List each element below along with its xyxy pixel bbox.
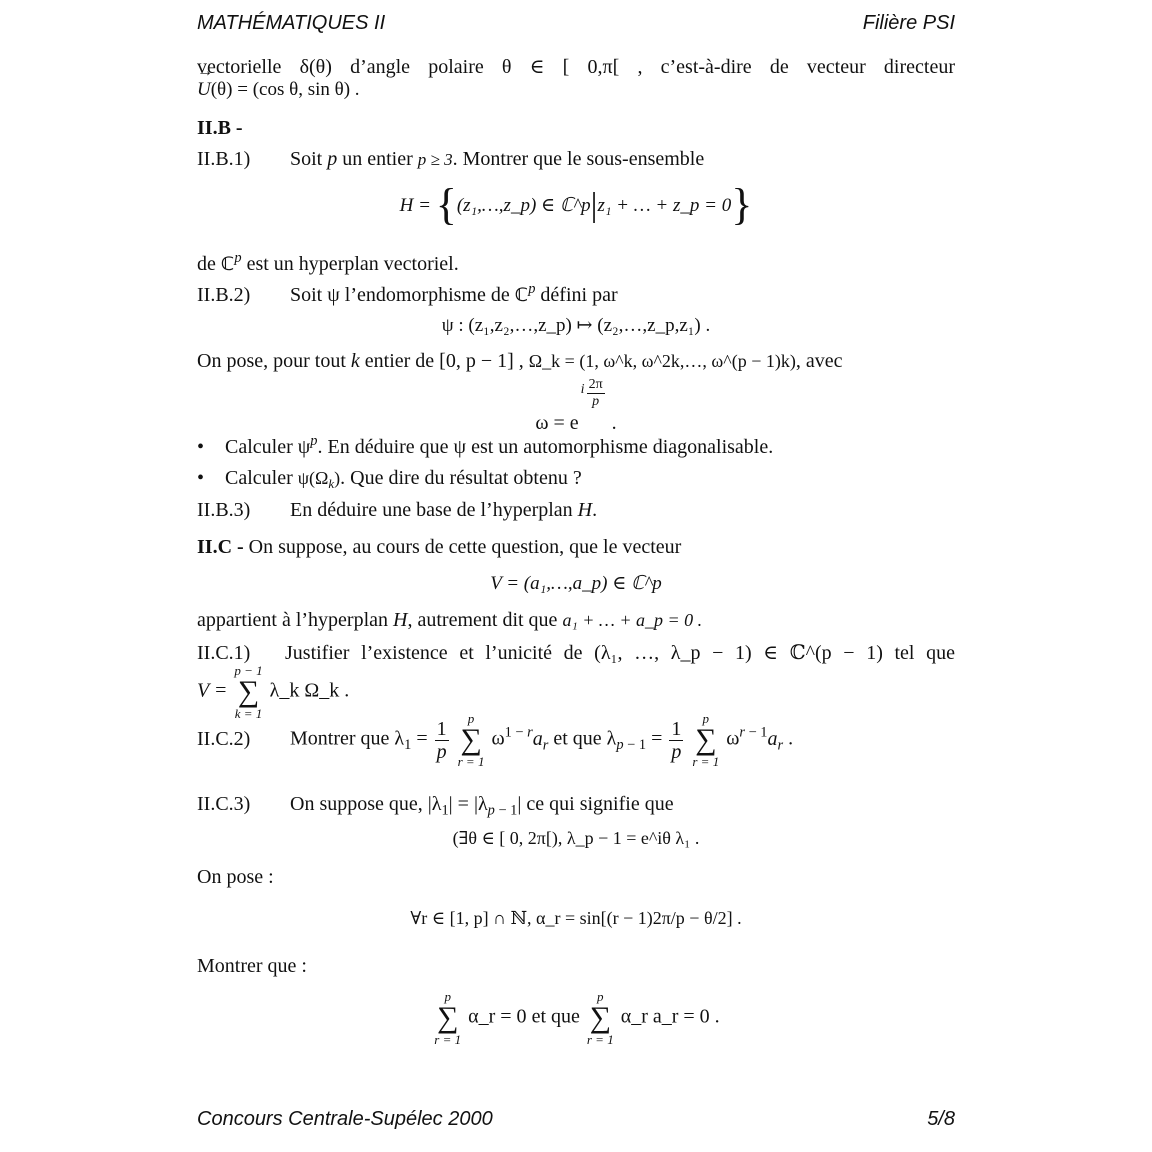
equation-alpha: ∀r ∈ [1, p] ∩ ℕ, α_r = sin[(r − 1)2π/p − θ/2] . xyxy=(410,908,742,928)
onpose-c: , avec xyxy=(795,350,843,372)
equation-omega: ω = e i $\frac{2\pi}{p}$ . xyxy=(535,377,617,434)
onpose-b: entier de [0, p − 1] , xyxy=(364,350,524,372)
IIC-text: On suppose, au cours de cette question, que le vecteur xyxy=(248,536,682,558)
onpose-line xyxy=(197,350,842,373)
final-sum-2: p ∑ r = 1 xyxy=(586,989,614,1047)
IIB2-text-b: défini par xyxy=(540,284,618,306)
fraction-1-over-p: $\frac{1}{p}$ xyxy=(436,717,447,763)
IIC2-statement: II.C.2) Montrer que $\lambda_1$ = $\frac{1}{p}$ p ∑ r = 1 $\omega^{1 - r}a_r$ et que $\lambda_{p - 1}$ = $\frac{1}{p}$ p ∑ r = 1 $\omega^{r - 1}a_r$ . xyxy=(197,711,794,769)
IIB1-cond: p ≥ 3 xyxy=(417,150,453,169)
bullet-2: • Calculer $\psi(\Omega_k)$. Que dire du résultat obtenu ? xyxy=(197,467,582,491)
footer-left: Concours Centrale-Supélec 2000 xyxy=(197,1108,493,1130)
IIB1-text-c: . Montrer que le sous-ensemble xyxy=(452,148,705,170)
intro-line-2-rest: (θ) = (cos θ, sin θ) . xyxy=(210,79,360,100)
eq-H-lhs: H = xyxy=(399,195,431,216)
section-IIB-heading: II.B - xyxy=(197,117,243,139)
final-mid: et que xyxy=(531,1005,580,1028)
header-left: MATHÉMATIQUES II xyxy=(197,12,386,34)
hyperplan-line xyxy=(197,250,459,276)
IIC-statement xyxy=(197,536,681,559)
IIC2-sum-1: p ∑ r = 1 xyxy=(457,711,485,769)
bullet-dot: • xyxy=(197,436,205,458)
bullet-dot: • xyxy=(197,467,205,489)
IIC1-eq-rhs: λ_k Ω_k . xyxy=(269,679,350,702)
final-eq-a: α_r = 0 xyxy=(468,1005,527,1028)
IIC1-eq-lhs: V = xyxy=(197,679,228,702)
omega-exp-den: p xyxy=(592,394,600,409)
IIC1-sum-bot: k = 1 xyxy=(234,706,263,721)
appartient-b: , autrement dit que xyxy=(407,609,558,631)
header-right: Filière PSI xyxy=(862,12,955,34)
bullet2-b: . Que dire du résultat obtenu ? xyxy=(340,467,582,489)
final-sum-1: p ∑ r = 1 xyxy=(434,989,462,1047)
IIC2-label: II.C.2) xyxy=(197,727,251,750)
fraction-1-over-p: $\frac{1}{p}$ xyxy=(671,717,682,763)
eq-omega-lhs: ω = e xyxy=(535,412,579,434)
equation-theta: (∃θ ∈ [ 0, 2π[), λ_p − 1 = e^iθ λ₁ . xyxy=(452,828,700,848)
complex-exp: p xyxy=(234,250,242,267)
IIB1-label: II.B.1) xyxy=(197,148,251,170)
IIC1-statement xyxy=(197,640,955,665)
IIB1-text-b: un entier xyxy=(342,148,413,170)
IIB2-text-a: Soit ψ l’endomorphisme de xyxy=(290,284,510,306)
IIC2-sum-2: p ∑ r = 1 xyxy=(692,711,720,769)
IIC3-label: II.C.3) xyxy=(197,793,251,815)
onpose-omega: Ω_k = (1, ω^k, ω^2k,…, ω^(p − 1)k) xyxy=(528,351,796,371)
IIB1-var-p: p xyxy=(327,148,338,170)
IIB3-text: En déduire une base de l’hyperplan xyxy=(290,499,573,521)
vector-u: → U xyxy=(197,79,211,101)
IIB1-text-a: Soit xyxy=(290,148,323,170)
equation-H xyxy=(197,180,955,229)
appartient-line: appartient à l’hyperplan H, autrement dit que a₁ + … + a_p = 0 . xyxy=(197,609,703,631)
final-eq-b: α_r a_r = 0 . xyxy=(620,1005,720,1028)
intro-line-2 xyxy=(197,79,360,101)
IIC3-text-b: ce qui signifie que xyxy=(526,793,674,815)
onpose2-line: On pose : xyxy=(197,866,274,888)
bullet1-a: Calculer xyxy=(225,436,293,458)
IIB3-statement: II.B.3) En déduire une base de l’hyperplan H. xyxy=(197,499,598,521)
hyperplan-b: est un hyperplan vectoriel. xyxy=(246,253,459,275)
complex-exp: p xyxy=(528,281,536,298)
onpose-a: On pose, pour tout xyxy=(197,350,346,372)
omega-exponent xyxy=(581,378,605,409)
eq-H-cond: z₁ + … + z_p = 0 xyxy=(597,195,732,216)
IIC1-sum-top: p − 1 xyxy=(234,663,263,678)
IIC3-text-a: On suppose que, xyxy=(290,793,423,815)
IIB2-label: II.B.2) xyxy=(197,284,251,306)
intro-line-1: vectorielle δ(θ) d’angle polaire θ ∈ [ 0,π[ , c’est-à-dire de vecteur directeur xyxy=(197,56,955,78)
eq-H-set: (z₁,…,z_p) ∈ ℂ^p xyxy=(456,195,591,216)
appartient-eq: a₁ + … + a_p = 0 . xyxy=(562,610,703,630)
right-brace: } xyxy=(731,180,753,229)
omega-exp-num: 2π xyxy=(588,377,603,392)
omega-exp-i: i xyxy=(580,382,585,397)
IIC1-text: Justifier l’existence et l’unicité de (λ₁, …, λ_p − 1) ∈ ℂ^(p − 1) tel que xyxy=(285,642,955,664)
bullet-1: • Calculer $\psi^p$. En déduire que ψ est un automorphisme diagonalisable. xyxy=(197,433,774,458)
montrer-line: Montrer que : xyxy=(197,955,307,977)
onpose-k: k xyxy=(350,350,360,372)
IIC2-text-a: Montrer que xyxy=(290,727,390,750)
equation-psi: ψ : (z₁,z₂,…,z_p) ↦ (z₂,…,z_p,z₁) . xyxy=(441,315,711,336)
appartient-a: appartient à l’hyperplan xyxy=(197,609,389,631)
complex-symbol: ℂ xyxy=(514,285,529,306)
complex-symbol: ℂ xyxy=(220,254,235,275)
IIB1-statement xyxy=(197,148,704,171)
IIC2-text-b: et que xyxy=(553,727,602,750)
IIB3-label: II.B.3) xyxy=(197,499,251,521)
IIC3-statement: II.C.3) On suppose que, $|\lambda_1| = |\lambda_{p - 1}|$ ce qui signifie que xyxy=(197,793,674,819)
final-equations xyxy=(197,990,955,1046)
IIB2-statement xyxy=(197,281,618,307)
equation-V: V = (a₁,…,a_p) ∈ ℂ^p xyxy=(490,573,662,594)
bullet1-b: . En déduire que ψ est un automorphisme diagonalisable. xyxy=(317,436,774,458)
section-IIC-heading: II.C - xyxy=(197,536,244,558)
hyperplan-a: de xyxy=(197,253,216,275)
footer-right: 5/8 xyxy=(927,1108,955,1130)
separator-bar: | xyxy=(590,187,598,224)
sigma-symbol: ∑ xyxy=(237,675,260,708)
bullet2-a: Calculer xyxy=(225,467,293,489)
left-brace: { xyxy=(435,180,457,229)
IIC1-label: II.C.1) xyxy=(197,642,251,664)
